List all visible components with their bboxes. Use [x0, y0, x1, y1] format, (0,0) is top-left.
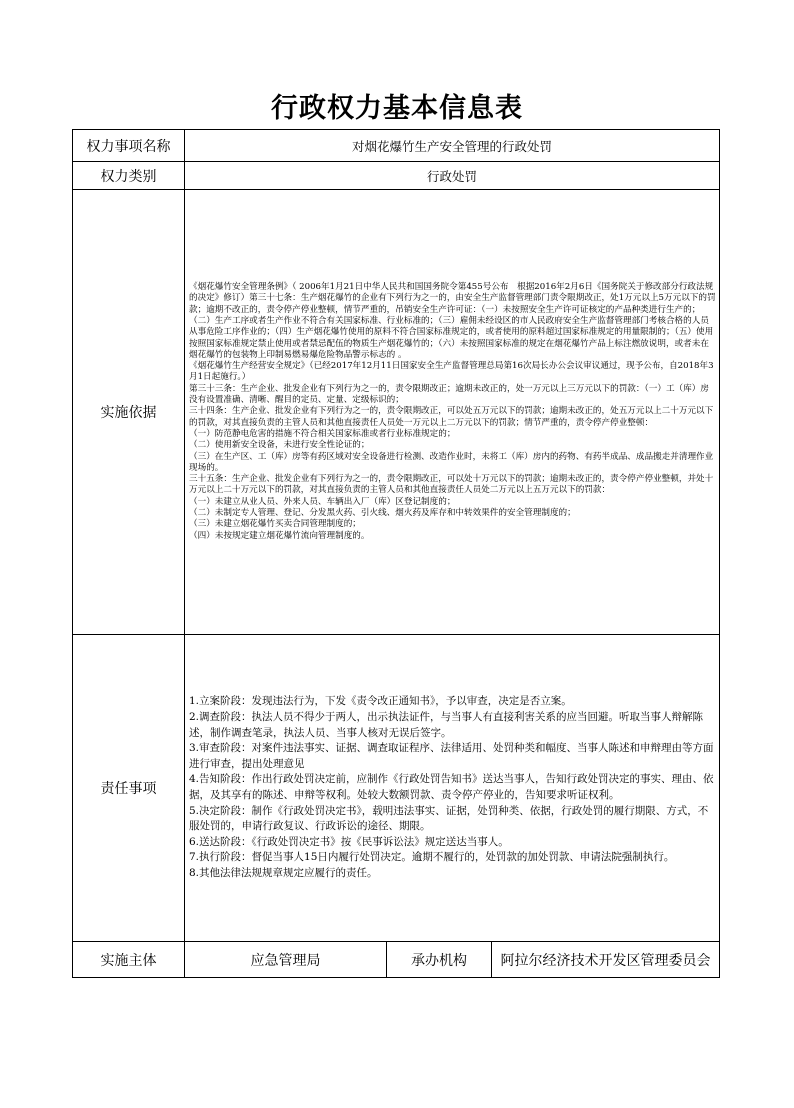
- responsibility-item: 7.执行阶段：督促当事人15日内履行处罚决定。逾期不履行的，处罚款的加处罚款、申请法院强制执行。: [189, 851, 675, 864]
- row-responsibility: [73, 635, 720, 942]
- org-value: 阿拉尔经济技术开发区管理委员会: [492, 942, 720, 978]
- basis-paragraph: （三）在生产区、工（库）房等有药区域对安全设备进行检测、改造作业时，未将工（库）房内的药物、有药半成品、成品搬走并清理作业现场的。: [189, 451, 714, 473]
- power-category-label: 权力类别: [73, 162, 185, 190]
- basis-label: 实施依据: [73, 190, 185, 635]
- info-table: [72, 129, 720, 978]
- subject-value: 应急管理局: [185, 942, 387, 978]
- basis-paragraph: （二）使用新安全设备，未进行安全性论证的；: [189, 440, 370, 451]
- responsibility-item: 1.立案阶段：发现违法行为，下发《责令改正通知书》，予以审查，决定是否立案。: [189, 695, 572, 708]
- basis-paragraph: （四）未按规定建立烟花爆竹流向管理制度的。: [189, 530, 370, 541]
- basis-paragraph: 第三十三条：生产企业、批发企业有下列行为之一的，责令限期改正；逾期未改正的，处一万元以上三万元以下的罚款：（一）工（库）房没有设置准确、清晰、醒目的定员、定量、定级标识的；: [189, 383, 709, 406]
- row-power-name: [73, 130, 720, 162]
- basis-paragraph: （三）未建立烟花爆竹买卖合同管理制度的；: [189, 519, 361, 530]
- responsibility-item: 4.告知阶段：作出行政处罚决定前，应制作《行政处罚告知书》送达当事人，告知行政处罚决定的事实、理由、依据，及其享有的陈述、申辩等权利。处较大数额罚款、责令停产停业的，告知要求听证权利。: [189, 773, 714, 801]
- responsibility-content: [185, 635, 720, 942]
- responsibility-item: 6.送达阶段：《行政处罚决定书》按《民事诉讼法》规定送达当事人。: [189, 835, 509, 848]
- responsibility-item: 5.决定阶段：制作《行政处罚决定书》，载明违法事实、证据，处罚种类、依据，行政处罚的履行期限、方式，不服处罚的，申请行政复议、行政诉讼的途径、期限。: [189, 804, 709, 833]
- responsibility-item: 2.调查阶段：执法人员不得少于两人，出示执法证件，与当事人有直接利害关系的应当回避。听取当事人辩解陈述，制作调查笔录，执法人员、当事人核对无误后签字。: [189, 711, 704, 739]
- basis-paragraph: （一）未建立从业人员、外来人员、车辆出入厂（库）区登记制度的；: [189, 496, 456, 507]
- power-name-value: 对烟花爆竹生产安全管理的行政处罚: [185, 130, 720, 162]
- basis-paragraph: 三十四条：生产企业、批发企业有下列行为之一的，责令限期改正，可以处五万元以下的罚款；逾期未改正的，处五万元以上二十万元以下的罚款，对其直接负责的主管人员和其他直接责任人员处一万元以上二万元以下的罚款；情节严重的，责令停产停业整顿：: [189, 406, 714, 428]
- org-label: 承办机构: [387, 942, 492, 978]
- page-title: 行政权力基本信息表: [271, 93, 523, 124]
- subject-label: 实施主体: [73, 942, 185, 978]
- basis-paragraph: （二）未制定专人管理、登记、分发黑火药、引火线、烟火药及库存和中转效果件的安全管理制度的；: [189, 508, 576, 519]
- basis-paragraph: 《烟花爆竹安全管理条例》（ 2006年1月21日中华人民共和国国务院令第455号公布 根据2016年2月6日《国务院关于修改部分行政法规的决定》修订）第三十七条：生产烟花爆竹的企业有下列行为之一的，由安全生产监督管理部门责令限期改正，处1万元以上5万元以下的罚款；逾期不改正的，责令停产停业整顿，情节严重的，吊销安全生产许可证：（一）未按照安全生产许可证核定的产品种类进行生产的；（二）生产工序或者生产作业不符合有关国家标准、行业标准的；（三）雇佣未经设区的市人民政府安全生产监督管理部门考核合格的人员从事危险工序作业的；（四）生产烟花爆竹使用的原料不符合国家标准规定的，或者使用的原料超过国家标准规定的用量限制的；（五）使用按照国家标准规定禁止使用或者禁忌配伍的物质生产烟花爆竹的；（六）未按照国家标准的规定在烟花爆竹产品上标注燃放说明，或者未在烟花爆竹的包装物上印制易燃易爆危险物品警示标志的 。: [189, 282, 716, 360]
- basis-paragraph: 《烟花爆竹生产经营安全规定》（已经2017年12月11日国家安全生产监督管理总局第16次局长办公会议审议通过，现予公布，自2018年3月1日起施行。）: [189, 361, 714, 383]
- power-name-label: 权力事项名称: [73, 130, 185, 162]
- basis-content: [185, 190, 720, 635]
- basis-paragraph: （一）防范静电危害的措施不符合相关国家标准或者行业标准规定的；: [189, 428, 456, 439]
- basis-paragraph: 三十五条：生产企业、批发企业有下列行为之一的，责令限期改正，可以处十万元以下的罚款；逾期未改正的，责令停产停业整顿，并处十万元以上二十万元以下的罚款，对其直接负责的主管人员和其他直接责任人员处二万元以上五万元以下的罚款：: [189, 474, 714, 496]
- row-subject: [73, 942, 720, 978]
- responsibility-item: 8.其他法律法规规章规定应履行的责任。: [189, 866, 378, 879]
- responsibility-item: 3.审查阶段：对案件违法事实、证据、调查取证程序、法律适用、处罚种类和幅度、当事人陈述和申辩理由等方面进行审查，提出处理意见: [189, 742, 714, 770]
- row-basis: [73, 190, 720, 635]
- row-power-category: [73, 162, 720, 190]
- responsibility-label: 责任事项: [73, 635, 185, 942]
- power-category-value: 行政处罚: [185, 162, 720, 190]
